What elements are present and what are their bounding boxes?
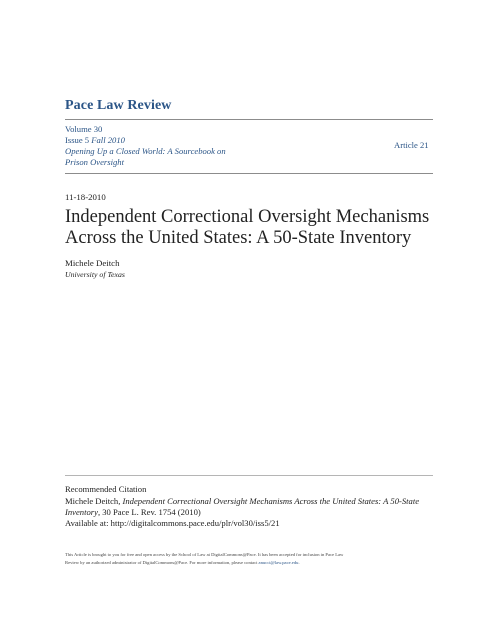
- article-title-line1: Independent Correctional Oversight Mechanisms: [65, 207, 430, 227]
- footer-line2: [65, 559, 437, 567]
- symposium-title-line1[interactable]: Opening Up a Closed World: A Sourcebook on: [65, 146, 226, 156]
- footer-line2-text: Review by an authorized administrator of DigitalCommons@Pace. For more information, please contact: [65, 560, 259, 565]
- citation-title-2: Inventory: [65, 507, 98, 517]
- symposium-title-line2[interactable]: Prison Oversight: [65, 157, 124, 167]
- divider: [65, 475, 433, 476]
- footer-line2-end: .: [298, 560, 300, 565]
- author-affiliation: University of Texas: [65, 270, 125, 279]
- article-title[interactable]: [65, 207, 435, 249]
- recommended-citation-heading: Recommended Citation: [65, 484, 147, 494]
- contact-email-link[interactable]: anucci@law.pace.edu: [258, 560, 299, 565]
- article-number[interactable]: Article 21: [394, 140, 429, 150]
- footer-line1: This Article is brought to you for free and open access by the School of Law at DigitalCommons@Pace. It has been accepted for inclusion in Pace Law: [65, 552, 344, 557]
- divider: [65, 119, 433, 120]
- article-title-line2: Across the United States: A 50-State Inventory: [65, 228, 412, 248]
- journal-title[interactable]: Pace Law Review: [65, 98, 172, 113]
- volume-link[interactable]: Volume 30: [65, 124, 103, 134]
- divider: [65, 173, 433, 174]
- citation-block: [65, 496, 435, 529]
- issue-season: Fall 2010: [91, 135, 125, 145]
- citation-author: Michele Deitch,: [65, 496, 123, 506]
- issue-line: [65, 135, 245, 146]
- issue-link[interactable]: Issue 5: [65, 135, 90, 145]
- footer-note: [65, 551, 437, 567]
- citation-line1: [65, 496, 435, 507]
- citation-title-1: Independent Correctional Oversight Mechanisms Across the United States: A 50-State: [122, 496, 420, 506]
- citation-reporter: , 30 Pace L. Rev. 1754 (2010): [97, 507, 201, 517]
- publication-date: 11-18-2010: [65, 192, 106, 202]
- citation-url[interactable]: Available at: http://digitalcommons.pace.edu/plr/vol30/iss5/21: [65, 518, 280, 528]
- author-name[interactable]: Michele Deitch: [65, 258, 120, 268]
- citation-line2: [65, 507, 435, 518]
- issue-info: [65, 124, 245, 168]
